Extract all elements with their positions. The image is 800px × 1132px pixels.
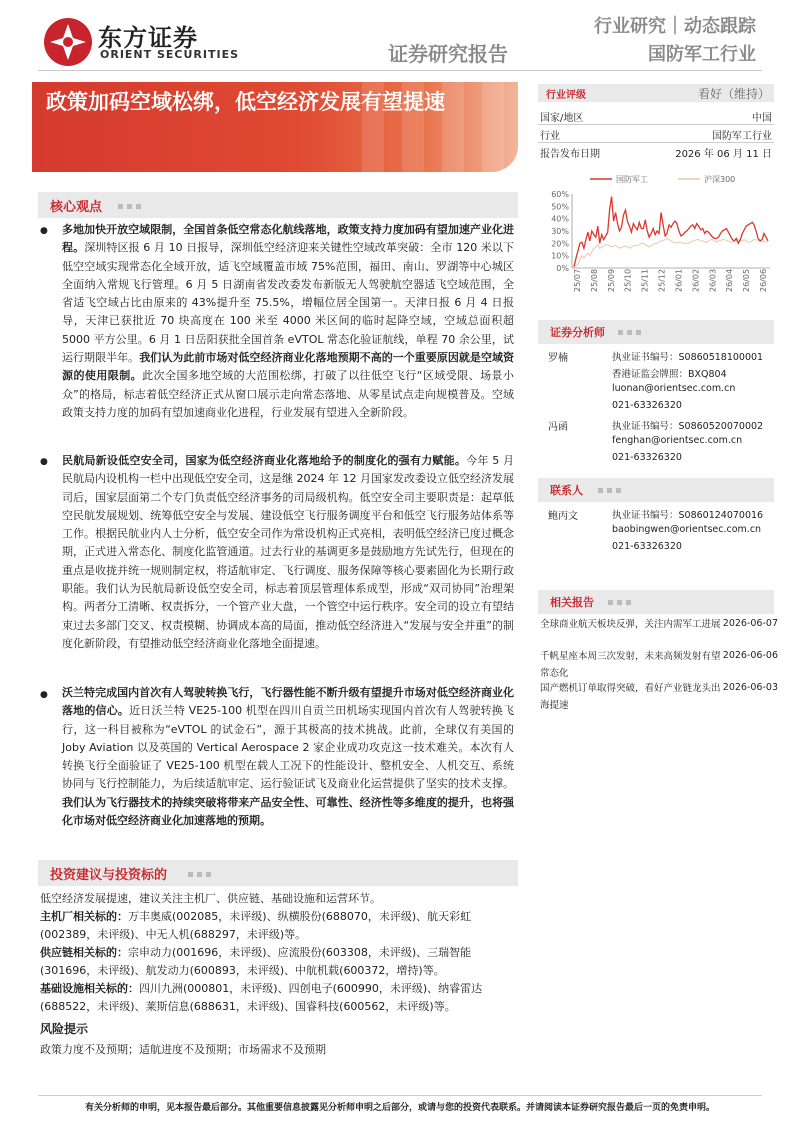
contact-phone: 021-63326320 bbox=[612, 541, 682, 552]
x-tick-label: 25/07 bbox=[573, 268, 582, 292]
info-value: 国防军工行业 bbox=[712, 131, 772, 142]
series-line-0 bbox=[574, 197, 768, 267]
section-related-header bbox=[538, 590, 774, 614]
section-dot bbox=[197, 872, 202, 877]
analyst-email[interactable]: fenghan@orientsec.com.cn bbox=[612, 435, 743, 446]
bullet-icon: ● bbox=[40, 226, 48, 236]
industry-name: 国防军工行业 bbox=[648, 44, 756, 65]
info-value: 2026 年 06 月 11 日 bbox=[675, 149, 772, 160]
contact-name: 鲍丙文 bbox=[548, 511, 578, 522]
analyst-name: 罗楠 bbox=[548, 353, 568, 364]
info-key: 国家/地区 bbox=[540, 113, 584, 124]
core-point-2-body: 今年 5 月民航局内设机构一栏中出现低空安全司，这是继 2024 年 12 月国家发改委设立低空经济发展司后，国家层面第二个专门负责低空经济事务的司局级机构。低空安全司主要职责是：起草低空民航发展规划、统筹低空安全与发展、建设低空飞行服务调度平台和低空飞行服务站体系等工作。根据民航业内人士分析，低空安全司作为常设机构正式亮相，表明低空经济已度过概念期，正式进入常态化、制度化监管通道。过去行业的基调更多是鼓励地方先试先行，但现在的重点是收拢并统一规则制定权，将适航审定、飞行调度、服务保障等核心要素固化为长期行政职能。我们认为民航局新设低空安全司，标志着顶层管理体系成型，形成“双司协同”治理架构。两者分工清晰、权责拆分，一个管产业大盘，一个管空中运行秩序。安全司的设立有望结束过去多部门交叉、权责模糊、协调成本高的局面，推动低空经济进入“发展与安全并重”的制度化新阶段，有望推动低空经济商业化落地全面提速。 bbox=[62, 454, 515, 650]
info-divider bbox=[538, 142, 774, 143]
invest-item-text: 宗申动力(001696，未评级)、应流股份(603308，未评级)、三瑞智能(301696，未评级)、航发动力(600893，未评级)、中航机载(600372，增持)等。 bbox=[40, 946, 472, 978]
section-analysts-header bbox=[538, 320, 774, 344]
y-tick-label: 10% bbox=[551, 251, 569, 261]
section-dot bbox=[206, 872, 211, 877]
x-tick-label: 26/04 bbox=[725, 268, 735, 292]
core-point-3-lead: 沃兰特完成国内首次有人驾驶转换飞行，飞行器性能不断升级有望提升市场对低空经济商业化落地的信心。 bbox=[62, 686, 514, 718]
section-invest-header bbox=[38, 860, 518, 886]
analyst-phone: 021-63326320 bbox=[612, 400, 682, 411]
x-tick-label: 26/02 bbox=[691, 268, 701, 292]
contact-cert: 执业证书编号：S0860124070016 bbox=[612, 510, 764, 521]
performance-chart bbox=[538, 168, 778, 308]
x-tick-label: 26/01 bbox=[674, 268, 684, 292]
x-tick-label: 26/06 bbox=[759, 268, 768, 292]
section-dot bbox=[188, 872, 193, 877]
chart-series bbox=[574, 197, 768, 267]
report-type: 证券研究报告 bbox=[388, 42, 508, 66]
analyst-phone: 021-63326320 bbox=[612, 452, 682, 463]
related-report-title[interactable]: 千帆星座本周三次发射，未来高频发射有望常态化 bbox=[540, 651, 721, 679]
y-tick-label: 40% bbox=[551, 214, 569, 224]
invest-item-label: 供应链相关标的： bbox=[40, 946, 128, 959]
info-value: 中国 bbox=[752, 113, 772, 124]
invest-item-label: 基础设施相关标的： bbox=[40, 982, 139, 995]
footer-divider bbox=[38, 1095, 762, 1096]
section-related-title: 相关报告 bbox=[550, 596, 594, 609]
related-report-title[interactable]: 全球商业航天板块反弹，关注内需军工进展 bbox=[540, 619, 721, 630]
core-point-2-lead: 民航局新设低空安全司，国家为低空经济商业化落地给予的制度化的强有力赋能。 bbox=[62, 454, 467, 467]
related-report-date: 2026-06-03 bbox=[722, 682, 778, 693]
analyst-name: 冯函 bbox=[548, 422, 568, 433]
y-tick-label: 60% bbox=[551, 190, 569, 199]
bullet-icon: ● bbox=[40, 457, 48, 467]
invest-item-text: 万丰奥威(002085，未评级)、纵横股份(688070，未评级)、航天彩虹(002389，未评级)、中无人机(688297，未评级)等。 bbox=[40, 910, 472, 942]
invest-item-infra bbox=[40, 980, 518, 1017]
analyst-license: 香港证监会牌照：BXQ804 bbox=[612, 369, 727, 380]
core-point-3-conclusion: 我们认为飞行器技术的持续突破将带来产品安全性、可靠性、经济性等多维度的提升，也将强化市场对低空经济商业化加速落地的预期。 bbox=[62, 795, 514, 828]
rating-value: 看好（维持） bbox=[697, 87, 770, 101]
title-banner bbox=[32, 82, 518, 172]
logo-name-cn: 东方证券 bbox=[98, 24, 198, 52]
section-dot bbox=[617, 600, 622, 605]
core-point-1-tail: 此次全国多地空域的大范围松绑，打破了以往低空飞行“区域受限、场景小众”的格局，标志着低空经济正式从窗口展示走向常态落地、从零星试点走向规模普及。空域政策支持力度的加码有望加速商业化进程，行业发展有望进入全新阶段。 bbox=[62, 369, 514, 419]
related-report-title[interactable]: 国产燃机订单取得突破，看好产业链龙头出海提速 bbox=[540, 683, 721, 711]
header-divider bbox=[38, 70, 762, 71]
section-dot bbox=[598, 488, 603, 493]
section-dot bbox=[616, 488, 621, 493]
legend-label: 沪深300 bbox=[704, 175, 736, 184]
info-key: 行业 bbox=[540, 131, 560, 142]
page-title: 政策加码空域松绑，低空经济发展有望提速 bbox=[46, 90, 445, 114]
y-tick-label: 20% bbox=[551, 239, 569, 249]
analyst-email[interactable]: luonan@orientsec.com.cn bbox=[612, 383, 736, 394]
contact-email[interactable]: baobingwen@orientsec.com.cn bbox=[612, 524, 762, 535]
x-tick-label: 25/11 bbox=[640, 268, 650, 292]
core-point-1-lead: 多地加快开放空域限制，全国首条低空常态化航线落地，政策支持力度加码有望加速产业化进程。 bbox=[62, 223, 514, 255]
related-report-date: 2026-06-07 bbox=[722, 618, 778, 629]
chart-legend bbox=[590, 174, 735, 184]
section-dot bbox=[118, 204, 123, 209]
section-contacts-header bbox=[538, 478, 774, 502]
invest-item-supply bbox=[40, 944, 518, 981]
invest-item-label: 主机厂相关标的： bbox=[40, 910, 128, 923]
x-tick-label: 25/09 bbox=[606, 268, 616, 292]
section-core-title: 核心观点 bbox=[50, 200, 103, 215]
risk-text: 政策力度不及预期；适航进度不及预期；市场需求不及预期 bbox=[40, 1043, 326, 1056]
rating-label: 行业评级 bbox=[546, 90, 586, 101]
y-tick-label: 0% bbox=[556, 264, 569, 273]
info-key: 报告发布日期 bbox=[540, 149, 600, 160]
logo-icon bbox=[44, 18, 92, 66]
report-category: 行业研究｜动态跟踪 bbox=[594, 16, 756, 37]
section-core-header bbox=[38, 192, 518, 218]
related-report-date: 2026-06-06 bbox=[722, 650, 778, 661]
logo-name-en: ORIENT SECURITIES bbox=[100, 48, 240, 61]
core-point-1-body: 深圳特区报 6 月 10 日报导，深圳低空经济迎来关键性空域改革突破：全市 120 米以下低空空域实现常态化全域开放，适飞空域覆盖市域 75%范围，福田、南山、罗湖等中心城区全面纳入常规飞行管理。6 月 5 日湖南省发改委发布新版无人驾驶航空器适飞空域范围，全省适飞空域占比由原来的 43%提升至 75.5%，增幅位居全国第一。天津日报 6 月 4 日报导，天津已获批近 70 块高度在 100 米至 4000 米区间的临时起降空域，空域总面积超 5000 平方公里。6 月 1 日岳阳获批全国首条 eVTOL 常态化验证航线，单程 70 余公里，试运行期限半年。 bbox=[62, 241, 515, 365]
bullet-icon: ● bbox=[40, 690, 48, 700]
x-tick-label: 25/08 bbox=[589, 268, 599, 292]
section-dot bbox=[136, 204, 141, 209]
core-point-3-body: 近日沃兰特 VE25-100 机型在四川自贡兰田机场实现国内首次有人驾驶转换飞行，这一科目被称为“eVTOL 的试金石”，源于其极高的技术挑战。此前，全球仅有美国的 Joby Aviation 以及英国的 Vertical Aerospace 2 家企业成功攻克这一技术难关。本次有人转换飞行全面验证了 VE25-100 机型在载人工况下的性能设计、整机安全、人机交互、系统协同与飞行控制能力，为后续适航审定、运行验证试飞及商业化运营提供了坚实的技术支撑。 bbox=[62, 704, 514, 791]
footer-disclaimer: 有关分析师的申明，见本报告最后部分。其他重要信息披露见分析师申明之后部分，或请与您的投资代表联系。并请阅读本证券研究报告最后一页的免责申明。 bbox=[84, 1103, 715, 1113]
x-tick-label: 26/03 bbox=[708, 268, 718, 292]
y-tick-label: 50% bbox=[551, 202, 569, 212]
section-dot bbox=[636, 330, 641, 335]
section-dot bbox=[627, 330, 632, 335]
x-tick-label: 26/05 bbox=[742, 268, 752, 292]
analyst-cert: 执业证书编号：S0860518100001 bbox=[612, 352, 764, 363]
section-dot bbox=[626, 600, 631, 605]
section-dot bbox=[608, 600, 613, 605]
legend-label: 国防军工 bbox=[616, 175, 648, 184]
section-dot bbox=[127, 204, 132, 209]
core-point-1 bbox=[62, 221, 514, 422]
info-divider bbox=[538, 124, 774, 125]
invest-item-oem bbox=[40, 908, 518, 945]
analyst-cert: 执业证书编号：S0860520070002 bbox=[612, 421, 764, 432]
invest-item-text: 四川九洲(000801，未评级)、四创电子(600990，未评级)、纳睿雷达(688522，未评级)、莱斯信息(688631，未评级)、国睿科技(600562，未评级)等。 bbox=[40, 982, 483, 1014]
y-tick-label: 30% bbox=[551, 227, 569, 236]
section-contacts-title: 联系人 bbox=[550, 484, 583, 497]
x-tick-label: 25/12 bbox=[657, 268, 667, 292]
core-point-2 bbox=[62, 452, 514, 653]
section-dot bbox=[618, 330, 623, 335]
section-analysts-title: 证券分析师 bbox=[550, 326, 605, 339]
section-risk-title: 风险提示 bbox=[40, 1022, 89, 1036]
section-invest-title: 投资建议与投资标的 bbox=[50, 868, 168, 883]
x-tick-label: 25/10 bbox=[623, 268, 633, 292]
section-dot bbox=[607, 488, 612, 493]
invest-intro: 低空经济发展提速，建议关注主机厂、供应链、基础设施和运营环节。 bbox=[40, 892, 381, 905]
core-point-3 bbox=[62, 684, 514, 830]
core-point-1-conclusion: 我们认为此前市场对低空经济商业化落地预期不高的一个重要原因就是空域资源的使用限制。 bbox=[62, 351, 515, 383]
